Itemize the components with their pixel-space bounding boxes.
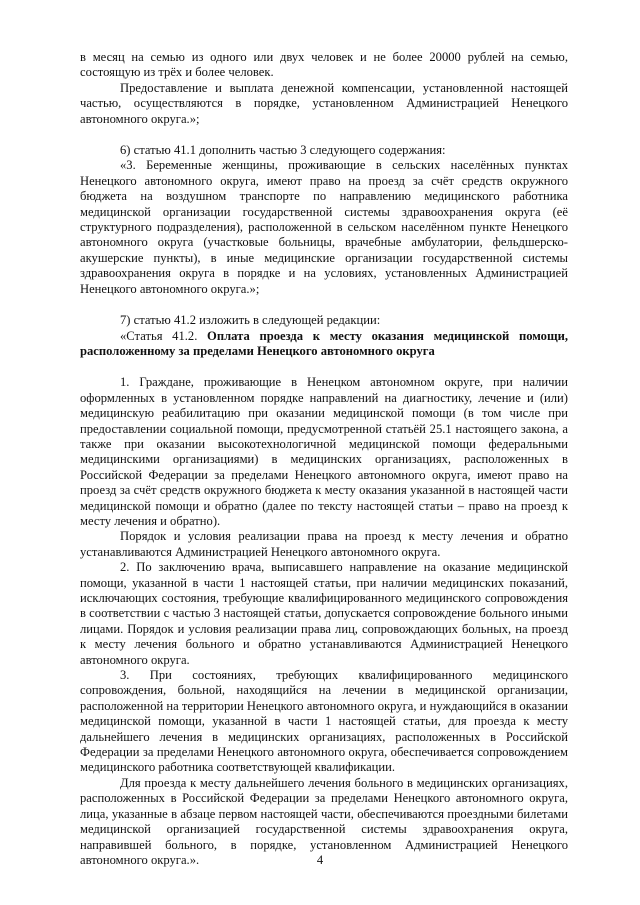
paragraph-part-3: 3. При состояниях, требующих квалифицированного медицинского сопровождения, больной, находящийся на лечении в медицинской организации, расположенной на территории Ненецкого автономного округа, и нуждающийся в оказании медицинской помощи, указанной в части 1 настоящей статьи, для проезда к месту дальнейшего лечения в медицинских организациях, расположенных в Российской Федерации за пределами Ненецкого автономного округа, обеспечивается сопровождением медицинского работника соответствующей квалификации. — [80, 668, 568, 775]
article-number: «Статья 41.2. — [120, 328, 208, 343]
article-title: Оплата проезда к месту оказания медицинской помощи, расположенному за пределами Ненецкого автономного округа — [80, 328, 569, 358]
paragraph-compensation-procedure: Предоставление и выплата денежной компенсации, установленной настоящей частью, осуществляются в порядке, установленном Администрацией Ненецкого автономного округа.»; — [80, 80, 568, 126]
paragraph-part-3-tickets: Для проезда к месту дальнейшего лечения больного в медицинских организациях, расположенных в Российской Федерации за пределами Ненецкого автономного округа, лица, указанные в абзаце первом настоящей части, обеспечиваются проездными билетами медицинской организацией государственной системы здравоохранения округа, направившей больного, в порядке, установленном Администрацией Ненецкого автономного округа.». — [80, 775, 568, 867]
paragraph-amendment-41-1: 6) статью 41.1 дополнить частью 3 следующего содержания: — [120, 143, 446, 158]
paragraph-income-limit: в месяц на семью из одного или двух человек и не более 20000 рублей на семью, состоящую из трёх и более человек. — [80, 50, 568, 80]
paragraph-pregnant-women: «3. Беременные женщины, проживающие в сельских населённых пунктах Ненецкого автономного округа, имеют право на проезд за счёт средств окружного бюджета на воздушном транспорте по направлению медицинского работника медицинской организации государственной системы здравоохранения округа (её структурного подразделения), расположенной в сельском населённом пункте Ненецкого автономного округа (участковые больницы, врачебные амбулатории, фельдшерско-акушерские пункты), в иные медицинские организации государственной системы здравоохранения округа в порядке и на условиях, установленных Администрацией Ненецкого автономного округа.»; — [80, 158, 568, 296]
paragraph-part-1: 1. Граждане, проживающие в Ненецком автономном округе, при наличии оформленных в установленном порядке направлений на диагностику, лечение и (или) медицинскую реабилитацию при оказании медицинской помощи (в том числе при предоставлении социальной помощи, предусмотренной статьёй 25.1 настоящего закона, а также при оказании высокотехнологичной медицинской помощи федеральными медицинскими организациями) в медицинских организациях, расположенных в Российской Федерации за пределами Ненецкого автономного округа, имеют право на проезд за счёт средств окружного бюджета к месту оказания указанной в настоящей части медицинской помощи и обратно (далее по тексту настоящей статьи – право на проезд к месту лечения и обратно). — [80, 375, 568, 528]
paragraph-part-1-procedure: Порядок и условия реализации права на проезд к месту лечения и обратно устанавливаются Администрацией Ненецкого автономного округа. — [80, 529, 568, 559]
paragraph-part-2: 2. По заключению врача, выписавшего направление на оказание медицинской помощи, указанной в части 1 настоящей статьи, при наличии медицинских показаний, исключающих состояния, требующие квалифицированного медицинского сопровождения в соответствии с частью 3 настоящей статьи, допускается сопровождение больного иными лицами. Порядок и условия реализации права лиц, сопровождающих больных, на проезд к месту лечения больного и обратно устанавливаются Администрацией Ненецкого автономного округа. — [80, 560, 568, 667]
article-heading — [80, 329, 568, 360]
document-page — [80, 50, 568, 868]
page-number: 4 — [316, 853, 324, 867]
paragraph-amendment-41-2: 7) статью 41.2 изложить в следующей редакции: — [120, 313, 381, 328]
